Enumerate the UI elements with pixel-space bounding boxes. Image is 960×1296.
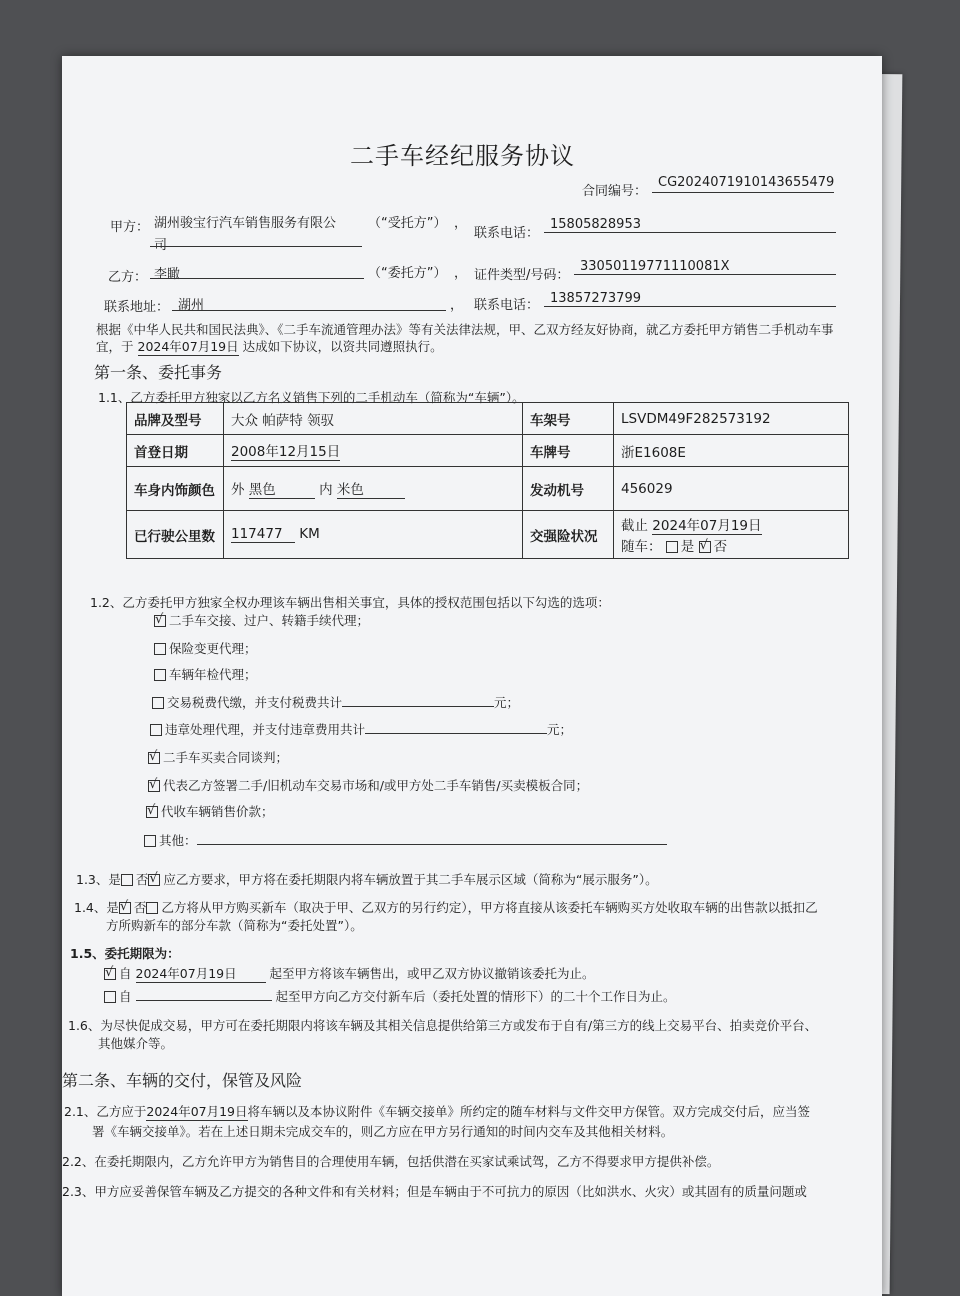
insurance-label: 交强险状况	[523, 511, 614, 559]
table-row	[127, 435, 849, 467]
term-option-2-prefix: 自	[119, 989, 132, 1004]
item-checkbox[interactable]	[152, 697, 164, 709]
term-option-2	[104, 986, 676, 1005]
ext-color-prefix: 外	[231, 482, 245, 498]
item-label: 代表乙方签署二手/旧机动车交易市场和/或甲方处二手车销售/买卖模板合同；	[163, 778, 589, 793]
plate-value: 浙E1608E	[614, 435, 849, 467]
preamble-line2-b: 达成如下协议，以资共同遵照执行。	[242, 339, 443, 354]
reg-date-cell	[224, 435, 523, 467]
int-color-prefix: 内	[319, 482, 333, 498]
violation-amount-blank[interactable]	[365, 719, 547, 734]
clause-1-5-label: 委托期限为：	[104, 946, 180, 961]
clause-1-4-line2: 方所购新车的部分车款（简称为“委托处置”）。	[106, 918, 363, 933]
engine-label: 发动机号	[523, 467, 614, 511]
party-a-phone-label: 联系电话：	[474, 226, 540, 241]
clause-1-3-no-checkbox[interactable]	[148, 874, 160, 886]
contact-phone-underline	[544, 306, 836, 307]
authorization-item	[154, 665, 257, 683]
with-car-yes-checkbox[interactable]	[666, 541, 678, 553]
clause-1-3-text: 应乙方要求，甲方将在委托期限内将车辆放置于其二手车展示区域（简称为“展示服务”）。	[163, 872, 658, 887]
tax-amount-blank[interactable]	[342, 692, 494, 707]
party-a-name-line1: 湖州骏宝行汽车销售服务有限公	[154, 216, 337, 231]
item-suffix: 元；	[494, 695, 520, 710]
term-option-1-date: 2024年07月19日	[136, 964, 266, 983]
item-label: 车辆年检代理；	[169, 667, 257, 682]
color-cell	[224, 467, 523, 511]
plate-label: 车牌号	[523, 435, 614, 467]
party-a-name-underline	[150, 246, 362, 247]
clause-1-5-num: 1.5、	[70, 946, 105, 961]
preamble-date: 2024年07月19日	[137, 339, 239, 354]
contract-no-underline	[652, 192, 834, 193]
party-a-name-line2: 司	[154, 238, 168, 253]
table-row	[127, 467, 849, 511]
clause-2-1-date: 2024年07月19日	[146, 1104, 248, 1119]
item-checkbox[interactable]	[146, 806, 158, 818]
clause-1-4-yes: 是	[106, 900, 119, 915]
clause-2-1-line2: 署《车辆交接单》。若在上述日期未完成交车的，则乙方应在甲方另行通知的时间内交车及其他相关材料。	[92, 1124, 674, 1139]
party-a-phone-underline	[544, 232, 836, 233]
int-color-value: 米色	[337, 478, 405, 499]
party-b-name-underline	[150, 278, 364, 279]
term-option-1-text: 起至甲方将该车辆售出，或甲乙双方协议撤销该委托为止。	[269, 966, 595, 981]
item-checkbox[interactable]	[150, 724, 162, 736]
item-checkbox[interactable]	[148, 780, 160, 792]
vehicle-table	[126, 402, 849, 559]
preamble-line2-a: 宜，于	[96, 339, 134, 354]
party-b-role: （“委托方”）	[368, 266, 447, 281]
with-car-label: 随车：	[621, 539, 662, 555]
clause-1-6-line2: 其他媒介等。	[98, 1036, 174, 1051]
term-option-1	[104, 964, 595, 983]
item-label: 保险变更代理；	[169, 641, 257, 656]
item-label: 代收车辆销售价款；	[161, 804, 274, 819]
ext-color-value: 黑色	[249, 478, 315, 499]
item-label: 二手车买卖合同谈判；	[163, 750, 289, 765]
item-checkbox[interactable]	[154, 643, 166, 655]
term-option-2-text: 起至甲方向乙方交付新车后（委托处置的情形下）的二十个工作日为止。	[275, 989, 676, 1004]
party-a-label: 甲方：	[110, 220, 150, 235]
contact-comma: ，	[450, 298, 464, 313]
item-checkbox[interactable]	[144, 835, 156, 847]
item-label: 违章处理代理，并支付违章费用共计	[165, 722, 366, 737]
term-option-2-checkbox[interactable]	[104, 991, 116, 1003]
contract-page	[62, 56, 882, 1296]
preamble-line2	[96, 337, 443, 356]
clause-1-1: 1.1、乙方委托甲方独家以乙方名义销售下列的二手机动车（简称为“车辆”）。	[98, 390, 525, 405]
party-b-name: 李瞰	[154, 267, 181, 282]
contract-no-value: CG2024071910143655479	[658, 175, 835, 190]
with-car-no-checkbox[interactable]	[699, 541, 711, 553]
with-car-no-label: 否	[713, 539, 728, 555]
clause-1-6-line1: 1.6、为尽快促成交易，甲方可在委托期限内将该车辆及其相关信息提供给第三方或发布于自有/第三方的线上交易平台、拍卖竞价平台、	[68, 1018, 818, 1033]
address-underline	[172, 310, 446, 311]
section-1-title: 第一条、委托事务	[94, 363, 223, 382]
document-title: 二手车经纪服务协议	[350, 142, 575, 170]
party-b-id-label: 证件类型/号码：	[474, 268, 570, 283]
clause-2-2: 2.2、在委托期限内，乙方允许甲方为销售目的合理使用车辆，包括供潜在买家试乘试驾，乙方不得要求甲方提供补偿。	[62, 1154, 720, 1169]
item-checkbox[interactable]	[154, 615, 166, 627]
insurance-until-date: 2024年07月19日	[652, 514, 761, 535]
clause-2-1-b: 将车辆以及本协议附件《车辆交接单》所约定的随车材料与文件交甲方保管。双方完成交付后，应当签	[247, 1104, 811, 1119]
authorization-item	[150, 719, 572, 738]
table-row	[127, 403, 849, 435]
insurance-cell	[614, 511, 849, 559]
item-checkbox[interactable]	[154, 669, 166, 681]
address-label: 联系地址：	[104, 300, 170, 315]
clause-1-3-no: 否	[135, 872, 149, 887]
clause-1-4-no-checkbox[interactable]	[146, 902, 158, 914]
party-a-phone: 15805828953	[550, 217, 641, 232]
authorization-item	[148, 776, 588, 794]
authorization-item	[148, 748, 288, 766]
party-a-role: （“受托方”）	[368, 216, 447, 231]
address-value: 湖州	[178, 298, 205, 313]
party-a-comma: ，	[454, 216, 468, 231]
party-b-label: 乙方：	[108, 270, 148, 285]
clause-2-3: 2.3、甲方应妥善保管车辆及乙方提交的各种文件和有关材料；但是车辆由于不可抗力的原因（比如洪水、火灾）或其固有的质量问题或	[62, 1184, 807, 1199]
item-label: 二手车交接、过户、转籍手续代理；	[169, 613, 370, 628]
with-car-yes-label: 是	[680, 539, 695, 555]
mileage-unit: KM	[299, 526, 320, 542]
clause-1-3-yes: 是	[108, 872, 121, 887]
authorization-item	[154, 611, 369, 629]
preamble-line1: 根据《中华人民共和国民法典》、《二手车流通管理办法》等有关法律法规，甲、乙双方经友好协商，就乙方委托甲方销售二手机动车事	[96, 322, 834, 337]
section-2-title: 第二条、车辆的交付，保管及风险	[62, 1071, 303, 1090]
item-label: 交易税费代缴，并支付税费共计	[167, 695, 343, 710]
contact-phone-label: 联系电话：	[474, 298, 540, 313]
authorization-item	[144, 830, 667, 849]
party-b-comma: ，	[454, 266, 468, 281]
clause-1-4-yes-checkbox[interactable]	[119, 902, 131, 914]
clause-1-4-text: 乙方将从甲方购买新车（取决于甲、乙双方的另行约定），甲方将直接从该委托车辆购买方处收取车辆的出售款以抵扣乙	[161, 900, 818, 915]
clause-1-3	[76, 870, 658, 888]
clause-1-4-no: 否	[133, 900, 147, 915]
brand-value: 大众 帕萨特 领驭	[224, 403, 523, 435]
vin-label: 车架号	[523, 403, 614, 435]
party-b-id-underline	[574, 274, 836, 275]
party-b-id: 33050119771110081X	[580, 259, 730, 274]
clause-2-1-a: 2.1、乙方应于	[64, 1104, 147, 1119]
item-label: 其他：	[159, 833, 197, 848]
clause-1-2-intro: 1.2、乙方委托甲方独家全权办理该车辆出售相关事宜，具体的授权范围包括以下勾选的选项：	[90, 595, 610, 610]
authorization-item	[146, 802, 274, 820]
brand-label: 品牌及型号	[127, 403, 224, 435]
authorization-item	[154, 639, 257, 657]
authorization-item	[152, 692, 519, 711]
term-option-1-checkbox[interactable]	[104, 968, 116, 980]
insurance-until-label: 截止	[621, 518, 648, 534]
item-checkbox[interactable]	[148, 752, 160, 764]
contact-phone: 13857273799	[550, 291, 641, 306]
color-label: 车身内饰颜色	[127, 467, 224, 511]
clause-1-4-line1	[74, 898, 818, 916]
clause-1-3-yes-checkbox[interactable]	[121, 874, 133, 886]
reg-date-value: 2008年12月15日	[231, 440, 340, 461]
clause-1-5-head	[70, 944, 180, 962]
item-suffix: 元；	[547, 722, 573, 737]
term-option-1-prefix: 自	[119, 966, 132, 981]
vin-value: LSVDM49F282573192	[614, 403, 849, 435]
contract-no-label: 合同编号：	[582, 184, 648, 199]
clause-2-1-line1	[64, 1102, 810, 1121]
mileage-cell	[224, 511, 523, 559]
clause-1-4-num: 1.4、	[74, 900, 107, 915]
clause-1-3-num: 1.3、	[76, 872, 109, 887]
term-option-2-date-blank[interactable]	[136, 986, 272, 1001]
engine-value: 456029	[614, 467, 849, 511]
mileage-value: 117477	[231, 526, 295, 543]
other-blank[interactable]	[197, 830, 667, 845]
table-row	[127, 511, 849, 559]
reg-date-label: 首登日期	[127, 435, 224, 467]
mileage-label: 已行驶公里数	[127, 511, 224, 559]
